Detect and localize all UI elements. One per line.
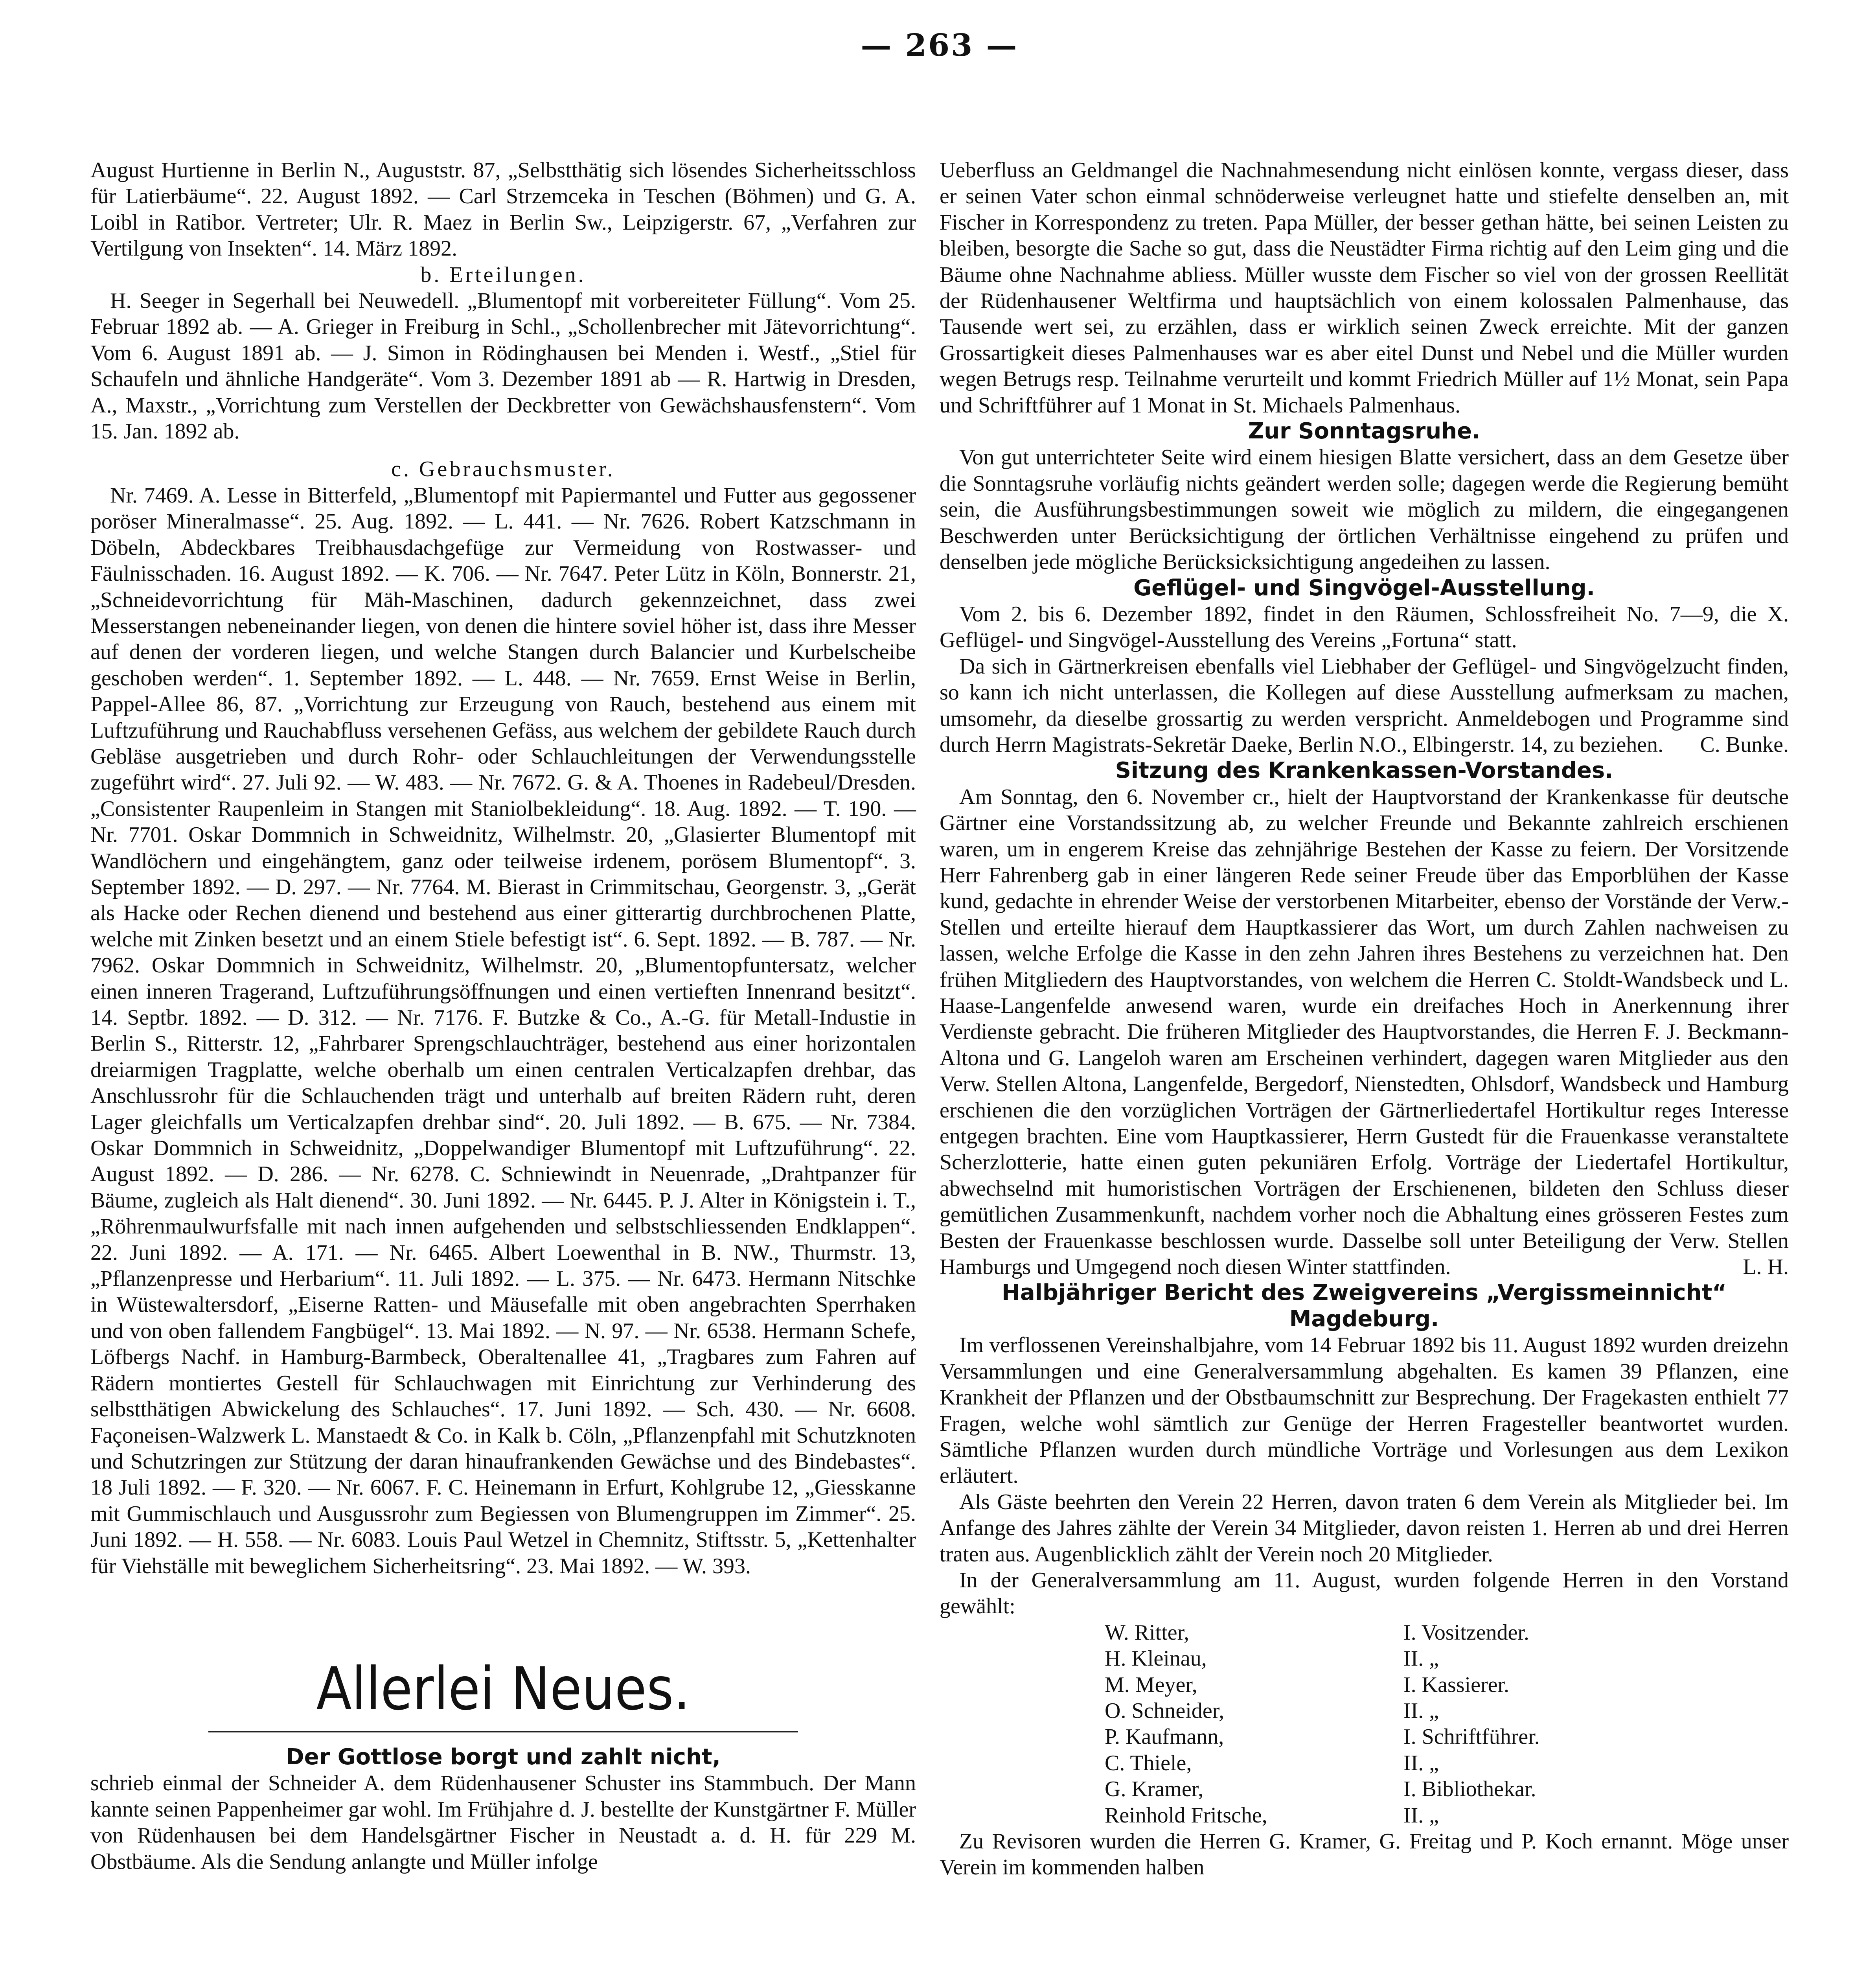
right-column <box>940 157 1789 1881</box>
list-item <box>1105 1620 1540 1646</box>
list-item <box>1105 1776 1540 1802</box>
vorstand-list <box>1105 1620 1540 1828</box>
bericht-paragraph-4: Zu Revisoren wurden die Herren G. Kramer, G. Freitag und P. Koch ernannt. Möge unser Verein im kommenden halben <box>940 1829 1789 1880</box>
bericht-paragraph-2: Als Gäste beehrten den Verein 22 Herren, davon traten 6 dem Verein als Mitglieder bei. Im Anfange des Jahres zählte der Verein 34 Mitglieder, davon reisten 1. Herren ab und drei Herren traten aus. Augenblicklich zählt der Verein noch 20 Mitglieder. <box>940 1489 1789 1567</box>
gottlose-paragraph: schrieb einmal der Schneider A. dem Rüdenhausener Schuster ins Stammbuch. Der Mann kannte seinen Pappenheimer gar wohl. Im Frühjahre d. J. bestellte der Kunstgärtner F. Müller von Rüdenhausen bei dem Handelsgärtner Fischer in Neustadt a. d. H. für 229 M. Obstbäume. Als die Sendung anlangte und Müller infolge <box>90 1771 916 1874</box>
list-item <box>1105 1750 1540 1776</box>
gefluegel-heading: Geflügel- und Singvögel-Ausstellung. <box>1133 575 1595 601</box>
board-member-role: II. „ <box>1403 1646 1439 1671</box>
board-member-role: II. „ <box>1403 1698 1439 1723</box>
sitzung-paragraph <box>940 784 1789 1280</box>
sonntagsruhe-paragraph: Von gut unterrichteter Seite wird einem hiesigen Blatte versichert, dass an dem Gesetze über die Sonntagsruhe vorläufig nichts geändert werden solle; dagegen werde die Regierung bemüht sein, die Ausführungsbestimmungen soweit wie möglich zu mildern, die eingegangenen Beschwerden unter Berücksichtigung der örtlichen Verhältnisse eingehend zu prüfen und denselben jede mögliche Berücksicksichtigung angedeihen zu lassen. <box>940 445 1789 574</box>
bericht-heading: Halbjähriger Bericht des Zweigvereins „Vergissmeinnicht“ Magdeburg. <box>1001 1280 1727 1332</box>
gebrauchsmuster-paragraph: Nr. 7469. A. Lesse in Bitterfeld, „Blumentopf mit Papiermantel und Futter aus gegossener poröser Mineralmasse“. 25. Aug. 1892. — L. 441. — Nr. 7626. Robert Katzschmann in Döbeln, Abdeckbares Treibhausdachgefüge zur Vermeidung von Rostwasser- und Fäulnisschaden. 16. August 1892. — K. 706. — Nr. 7647. Peter Lütz in Köln, Bonnerstr. 21, „Schneidevorrichtung für Mäh-Maschinen, dadurch gekennzeichnet, dass zwei Messerstangen nebeneinander liegen, von denen die hintere soviel höher ist, dass ihre Messer auf denen der vorderen liegen, und welche Stangen durch Balancier und Kurbelscheibe geschoben werden“. 1. September 1892. — L. 448. — Nr. 7659. Ernst Weise in Berlin, Pappel-Allee 86, 87. „Vorrichtung zur Erzeugung von Rauch, bestehend aus einem mit Luftzuführung und Rauchabfluss versehenen Gefäss, aus welchem der gebildete Rauch durch Gebläse ausgetrieben und durch Rohr- oder Schlauchleitungen der Verwendungsstelle zugeführt wird“. 27. Juli 92. — W. 483. — Nr. 7672. G. & A. Thoenes in Radebeul/Dresden. „Consistenter Raupenleim in Stangen mit Staniolbekleidung“. 18. Aug. 1892. — T. 190. — Nr. 7701. Oskar Dommnich in Schweidnitz, Wilhelmstr. 20, „Glasierter Blumentopf mit Wandlöchern und eingehängtem, ganz oder teilweise irdenem, porösem Blumentopf“. 3. September 1892. — D. 297. — Nr. 7764. M. Bierast in Crimmitschau, Georgenstr. 3, „Gerät als Hacke oder Rechen dienend und bestehend aus einer gitterartig durchbrochenen Platte, welche mit Zinken besetzt und an einem Stiele befestigt ist“. 6. Sept. 1892. — B. 787. — Nr. 7962. Oskar Dommnich in Schweidnitz, Wilhelmstr. 20, „Blumentopfuntersatz, welcher einen inneren Tragerand, Luftzuführungsöffnungen und einen vertieften Innenrand besitzt“. 14. Septbr. 1892. — D. 312. — Nr. 7176. F. Butzke & Co., A.-G. für Metall-Industie in Berlin S., Ritterstr. 12, „Fahrbarer Sprengschlauchträger, bestehend aus einer horizontalen dreiarmigen Tragplatte, welche oberhalb um einen centralen Verticalzapfen drehbar, das Anschlussrohr für die Schlauchenden trägt und unterhalb auf breiten Rädern ruht, deren Lager gleichfalls um Verticalzapfen drehbar sind“. 20. Juli 1892. — B. 675. — Nr. 7384. Oskar Dommnich in Schweidnitz, „Doppelwandiger Blumentopf mit Luftzuführung“. 22. August 1892. — D. 286. — Nr. 6278. C. Schniewindt in Neuenrade, „Drahtpanzer für Bäume, zugleich als Halt dienend“. 30. Juni 1892. — Nr. 6445. P. J. Alter in Königstein i. T., „Röhrenmaulwurfsfalle mit nach innen aufgehenden und selbstschliessenden Endklappen“. 22. Juni 1892. — A. 171. — Nr. 6465. Albert Loewenthal in B. NW., Thurmstr. 13, „Pflanzenpresse und Herbarium“. 11. Juli 1892. — L. 375. — Nr. 6473. Hermann Nitschke in Wüstewaltersdorf, „Eiserne Ratten- und Mäusefalle mit oben angebrachten Sperrhaken und von oben fallendem Fangbügel“. 13. Mai 1892. — N. 97. — Nr. 6538. Hermann Schefe, Löfbergs Nachf. in Hamburg-Barmbeck, Oberaltenallee 41, „Tragbares zum Fahren auf Rädern montiertes Gestell für Schlauchwagen mit Einrichtung zur Verhinderung des selbstthätigen Abwickelung des Schlauches“. 17. Juni 1892. — Sch. 430. — Nr. 6608. Façoneisen-Walzwerk L. Manstaedt & Co. in Kalk b. Cöln, „Pflanzenpfahl mit Schutzknoten und Schutzringen zur Stützung der daran hinaufrankenden Gewächse und des Bindebastes“. 18 Juli 1892. — F. 320. — Nr. 6067. F. C. Heinemann in Erfurt, Kohlgrube 12, „Giesskanne mit Gummischlauch und Ausgussrohr zum Begiessen von Blumengruppen im Zimmer“. 25. Juni 1892. — H. 558. — Nr. 6083. Louis Paul Wetzel in Chemnitz, Stiftsstr. 5, „Kettenhalter für Viehställe mit beweglichem Sicherheitsring“. 23. Mai 1892. — W. 393. <box>90 483 916 1578</box>
bericht-paragraph-1: Im verflossenen Vereinshalbjahre, vom 14 Februar 1892 bis 11. August 1892 wurden dreizehn Versammlungen und eine Generalversammlung abgehalten. Es kamen 39 Pflanzen, eine Krankheit der Pflanzen und der Obstbaumschnitt zur Besprechung. Der Fragekasten enthielt 77 Fragen, welche wohl sämtlich zur Genüge der Herren Fragesteller beantwortet wurden. Sämtliche Pflanzen wurden durch mündliche Vorträge und Vorlesungen aus dem Lexikon erläutert. <box>940 1333 1789 1488</box>
board-member-role: I. Bibliothekar. <box>1403 1777 1536 1802</box>
gefluegel-paragraph-2-text: Da sich in Gärtnerkreisen ebenfalls viel Liebhaber der Geflügel- und Singvögelzucht finden, so kann ich nicht unterlassen, die Kollegen auf diese Ausstellung aufmerksam zu machen, umsomehr, da dieselbe grossartig zu werden verspricht. Anmeldebogen und Programme sind durch Herrn Magistrats-Sekretär Daeke, Berlin N.O., Elbingerstr. 14, zu beziehen. <box>940 654 1789 757</box>
gottlose-continued-paragraph: Ueberfluss an Geldmangel die Nachnahmesendung nicht einlösen konnte, vergass dieser, dass er seinen Vater schon einmal schnöderweise verleugnet hatte und stiefelte denselben an, mit Fischer in Korrespondenz zu treten. Papa Müller, der besser gethan hätte, bei seinen Leisten zu bleiben, besorgte die Sache so gut, dass die Neustädter Firma richtig auf den Leim ging und die Bäume ohne Nachnahme abliess. Müller wusste dem Fischer so viel von der grossen Reellität der Rüdenhausener Weltfirma und hauptsächlich von einem kolossalen Palmenhause, das Tausende wert sei, zu erzählen, dass er wirklich seinen Zweck erreichte. Mit der ganzen Grossartigkeit dieses Palmenhauses war es aber eitel Dunst und Nebel und die Müller wurden wegen Betrugs resp. Teilnahme verurteilt und kommt Friedrich Müller auf 1½ Monat, sein Papa und Schriftführer auf 1 Monat in St. Michaels Palmenhaus. <box>940 158 1789 418</box>
board-member-role: I. Vositzender. <box>1403 1620 1529 1645</box>
board-member-name: G. Kramer, <box>1105 1777 1204 1802</box>
board-member-name: O. Schneider, <box>1105 1698 1225 1723</box>
board-member-role: I. Kassierer. <box>1403 1672 1510 1697</box>
section-heading-erteilungen: b. Erteilungen. <box>420 262 586 287</box>
sonntagsruhe-heading: Zur Sonntagsruhe. <box>1248 418 1481 444</box>
list-item <box>1105 1802 1540 1828</box>
board-member-name: H. Kleinau, <box>1105 1646 1207 1671</box>
title-rule <box>208 1731 798 1732</box>
left-column <box>90 157 916 1875</box>
section-heading-gebrauchsmuster: c. Gebrauchsmuster. <box>391 457 615 482</box>
board-member-name: Reinhold Fritsche, <box>1105 1803 1267 1828</box>
bericht-paragraph-3: In der Generalversammlung am 11. August, wurden folgende Herren in den Vorstand gewählt: <box>940 1568 1789 1619</box>
gefluegel-signature: C. Bunke. <box>1700 732 1789 757</box>
board-member-role: II. „ <box>1403 1751 1439 1775</box>
gottlose-heading: Der Gottlose borgt und zahlt nicht, <box>286 1744 721 1770</box>
sitzung-signature: L. H. <box>1743 1255 1789 1279</box>
list-item <box>1105 1672 1540 1698</box>
erteilungen-paragraph: H. Seeger in Segerhall bei Neuwedell. „Blumentopf mit vorbereiteter Füllung“. Vom 25. Februar 1892 ab. — A. Grieger in Freiburg in Schl., „Schollenbrecher mit Jätevorrichtung“. Vom 6. August 1891 ab. — J. Simon in Rödinghausen bei Menden i. Westf., „Stiel für Schaufeln und ähnliche Handgeräte“. Vom 3. Dezember 1891 ab — R. Hartwig in Dresden, A., Maxstr., „Vorrichtung zum Verstellen der Deckbretter von Gewächshausfenstern“. Vom 15. Jan. 1892 ab. <box>90 289 916 444</box>
list-item <box>1105 1724 1540 1750</box>
gefluegel-paragraph-1: Vom 2. bis 6. Dezember 1892, findet in den Räumen, Schlossfreiheit No. 7—9, die X. Geflügel- und Singvögel-Ausstellung des Vereins „Fortuna“ statt. <box>940 602 1789 653</box>
board-member-name: M. Meyer, <box>1105 1672 1197 1697</box>
board-member-name: C. Thiele, <box>1105 1751 1192 1775</box>
board-member-name: P. Kaufmann, <box>1105 1725 1224 1749</box>
list-item <box>1105 1698 1540 1724</box>
gefluegel-paragraph-2 <box>940 653 1789 758</box>
sitzung-heading: Sitzung des Krankenkassen-Vorstandes. <box>1115 758 1613 784</box>
board-member-name: W. Ritter, <box>1105 1620 1190 1645</box>
board-member-role: II. „ <box>1403 1803 1439 1828</box>
page-number: — 263 — <box>861 28 1019 63</box>
patent-intro-paragraph: August Hurtienne in Berlin N., Auguststr. 87, „Selbstthätig sich lösendes Sicherheitsschloss für Latierbäume“. 22. August 1892. — Carl Strzemceka in Teschen (Böhmen) und G. A. Loibl in Ratibor. Vertreter; Ulr. R. Maez in Berlin Sw., Leipzigerstr. 67, „Verfahren zur Vertilgung von Insekten“. 14. März 1892. <box>90 158 916 261</box>
sitzung-paragraph-text: Am Sonntag, den 6. November cr., hielt der Hauptvorstand der Krankenkasse für deutsche Gärtner eine Vorstandssitzung ab, zu welcher Freunde und Bekannte zahlreich erschienen waren, um in engerem Kreise das zehnjährige Bestehen der Kasse zu feiern. Der Vorsitzende Herr Fahrenberg gab in einer längeren Rede seiner Freude über das Emporblühen der Kasse kund, gedachte in ehrender Weise der verstorbenen Mitarbeiter, ebenso der Vorstände der Verw.-Stellen und erteilte hierauf dem Hauptkassierer das Wort, um durch Zahlen nachweisen zu lassen, welche Erfolge die Kasse in den zehn Jahren ihres Bestehens zu verzeichnen hat. Den frühen Mitgliedern des Hauptvorstandes, von welchem die Herren C. Stoldt-Wandsbeck und L. Haase-Langenfelde anwesend waren, wurde ein dreifaches Hoch in Anerkennung ihrer Verdienste gebracht. Die früheren Mitglieder des Hauptvorstandes, die Herren F. J. Beckmann-Altona und G. Langeloh waren am Erscheinen verhindert, dagegen waren Mitglieder aus den Verw. Stellen Altona, Langenfelde, Bergedorf, Nienstedten, Ohlsdorf, Wandsbeck und Hamburg erschienen die den vorzüglichen Vorträgen der Gärtnerliedertafel Hortikultur reges Interesse entgegen brachten. Eine vom Hauptkassierer, Herrn Gustedt für die Frauenkasse veranstaltete Scherzlotterie, hatte einen guten pekuniären Erfolg. Vorträge der Liedertafel Hortikultur, abwechselnd mit humoristischen Vorträgen der Erschienenen, bildeten den Schluss dieser gemütlichen Zusammenkunft, nachdem vorher noch die Abhaltung eines grösseren Festes zum Besten der Frauenkasse beschlossen wurde. Dasselbe soll unter Beteiligung der Verw. Stellen Hamburgs und Umgegend noch diesen Winter stattfinden. <box>940 784 1789 1279</box>
allerlei-neues-title: Allerlei Neues. <box>316 1655 690 1723</box>
board-member-role: I. Schriftführer. <box>1403 1725 1540 1749</box>
list-item <box>1105 1646 1540 1671</box>
